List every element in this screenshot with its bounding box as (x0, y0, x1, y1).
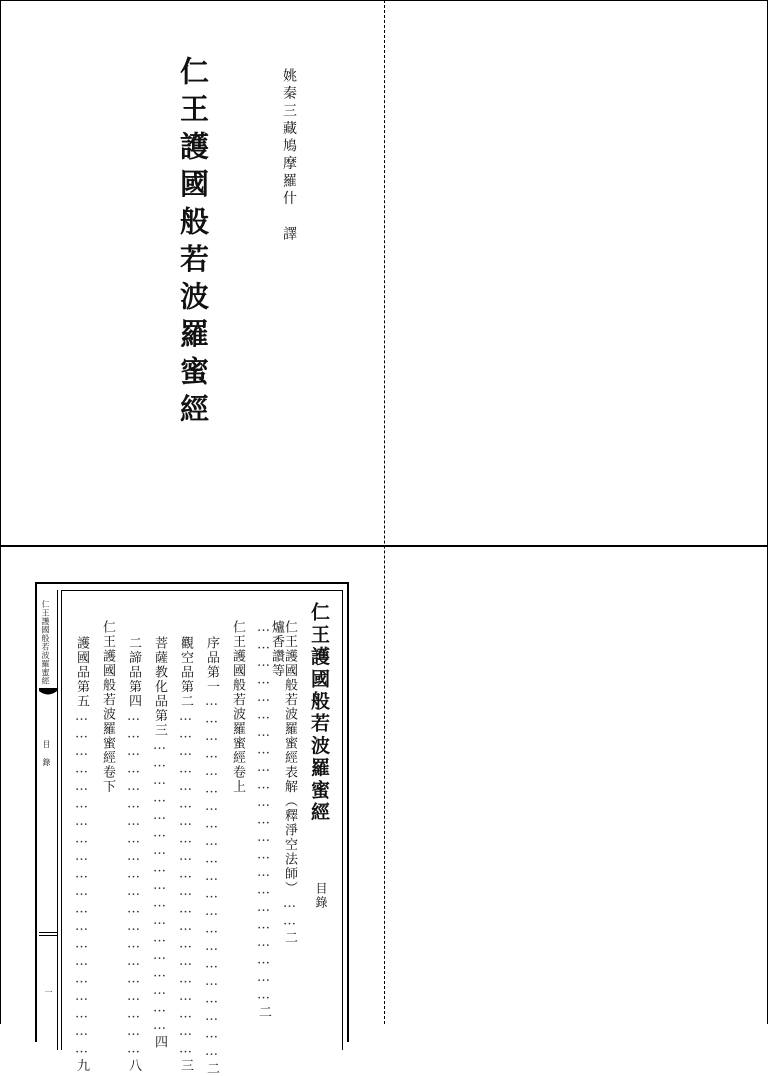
toc-entry-title: 仁王護國般若波羅蜜經卷上 (230, 620, 245, 794)
toc-entry-title: 菩薩教化品第三 (152, 636, 167, 738)
toc-entry-page: 九 (74, 1059, 89, 1074)
toc-entry (231, 620, 244, 1060)
spine-label: 目錄 (42, 740, 50, 776)
toc-entry-title: 護國品第五 (74, 636, 89, 709)
page-divider (0, 545, 768, 547)
toc-entry-page: 二 (282, 931, 297, 946)
toc-entry (257, 620, 283, 1060)
toc-entry-leader: …………………………………………………… (127, 709, 140, 1059)
toc-entry-title: 仁王護國般若波羅蜜經表解（釋淨空法師） (282, 620, 297, 896)
toc-entry-leader: ………………………………………………………… (257, 620, 270, 1005)
toc-entry (75, 636, 88, 1076)
toc-entry-title: 序品第一 (204, 636, 219, 694)
fishtail-mark-icon (39, 688, 57, 698)
toc-entry-leader: ……………………………………………………… (205, 694, 218, 1062)
page-right-rule (342, 590, 343, 1050)
toc-entry (153, 636, 166, 1076)
toc-entry (179, 636, 192, 1076)
spine-title: 仁王護國般若波羅蜜經 (41, 600, 49, 685)
spine-rule-inner (61, 590, 62, 1050)
toc-entry-page: 二 (256, 1005, 271, 1020)
toc-entry (283, 620, 296, 1060)
toc-entry-title: 二諦品第四 (126, 636, 141, 709)
toc-page (35, 582, 349, 1042)
spine-rule (57, 590, 58, 1050)
translator-name: 姚秦三藏鳩摩羅什 (281, 68, 297, 208)
toc-entry-leader: …………………………………………… (153, 738, 166, 1036)
cover-title: 仁王護國般若波羅蜜經 (178, 56, 207, 431)
translator-role: 譯 (281, 226, 297, 244)
page-top-rule (61, 590, 343, 591)
toc-label: 目錄 (315, 882, 327, 910)
toc-entry-leader: …………………………………………………… (179, 709, 192, 1059)
toc-entry (205, 636, 218, 1076)
toc-entry-page: 三 (178, 1059, 193, 1074)
spine-page-number: 一 (43, 988, 54, 996)
toc-entry-title: 仁王護國般若波羅蜜經卷下 (100, 620, 115, 794)
toc-entry-leader: …… (283, 896, 296, 931)
toc-entry-page: 四 (152, 1035, 167, 1050)
cover-translator (282, 68, 296, 244)
toc-entry-title: 爐香讚等 (269, 620, 284, 678)
toc-entry-page: 二 (204, 1062, 219, 1076)
fold-cut-line (384, 0, 385, 1024)
spine-bar (39, 932, 57, 936)
toc-entry-page: 八 (126, 1059, 141, 1074)
toc-entry (101, 620, 114, 1060)
toc-heading: 仁王護國般若波羅蜜經 (309, 602, 328, 824)
toc-entry-leader: …………………………………………………… (75, 709, 88, 1059)
toc-entry-title: 觀空品第二 (178, 636, 193, 709)
toc-entry (127, 636, 140, 1076)
